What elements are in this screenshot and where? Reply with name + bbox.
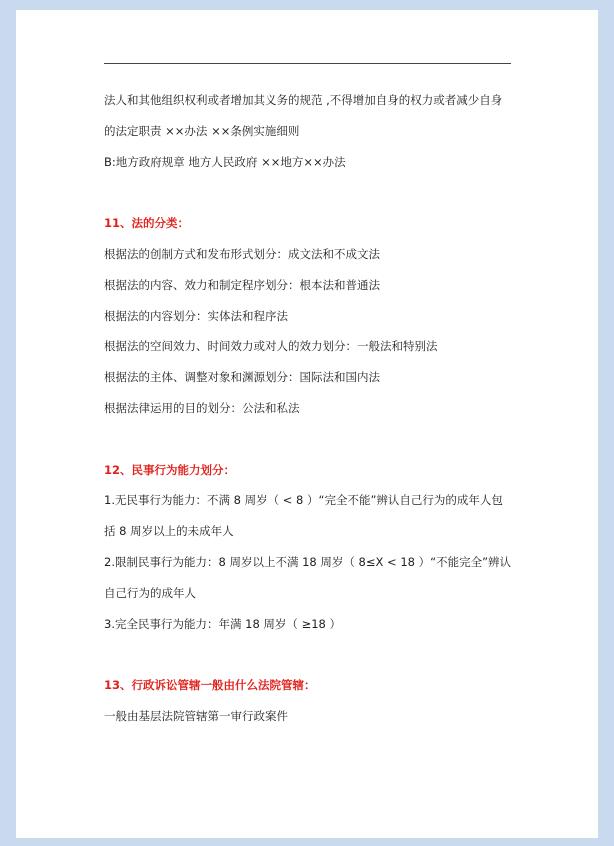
document-body xyxy=(104,85,524,732)
list-item: 1.无民事行为能力：不满 8 周岁（ < 8 ）“完全不能”辨认自己行为的成年人包 xyxy=(104,493,503,508)
paragraph-line: 的法定职责 ××办法 ××条例实施细则 xyxy=(104,123,300,138)
top-divider xyxy=(104,63,511,64)
list-item: 一般由基层法院管辖第一审行政案件 xyxy=(104,708,288,723)
paragraph-line: B:地方政府规章 地方人民政府 ××地方××办法 xyxy=(104,154,346,169)
list-item: 根据法的内容、效力和制定程序划分：根本法和普通法 xyxy=(104,277,380,292)
paragraph-line: 法人和其他组织权利或者增加其义务的规范 ,不得增加自身的权力或者减少自身 xyxy=(104,93,503,107)
list-item: 根据法律运用的目的划分：公法和私法 xyxy=(104,400,300,415)
section-heading-12: 12、民事行为能力划分： xyxy=(104,462,236,477)
list-item: 根据法的内容划分：实体法和程序法 xyxy=(104,308,288,323)
list-item: 自己行为的成年人 xyxy=(104,585,196,600)
section-heading-11: 11、法的分类： xyxy=(104,216,190,231)
list-item: 根据法的主体、调整对象和渊源划分：国际法和国内法 xyxy=(104,370,380,385)
section-heading-13: 13、行政诉讼管辖一般由什么法院管辖： xyxy=(104,678,316,693)
spacer xyxy=(104,177,524,208)
spacer xyxy=(104,424,524,455)
list-item: 2.限制民事行为能力：8 周岁以上不满 18 周岁（ 8≤X < 18 ）“不能完全”辨认 xyxy=(104,554,512,569)
spacer xyxy=(104,639,524,670)
document-page xyxy=(16,10,598,838)
list-item: 根据法的空间效力、时间效力或对人的效力划分：一般法和特别法 xyxy=(104,339,438,354)
list-item: 括 8 周岁以上的未成年人 xyxy=(104,524,234,539)
list-item: 根据法的创制方式和发布形式划分：成文法和不成文法 xyxy=(104,246,380,261)
list-item: 3.完全民事行为能力：年满 18 周岁（ ≥18 ） xyxy=(104,616,341,631)
